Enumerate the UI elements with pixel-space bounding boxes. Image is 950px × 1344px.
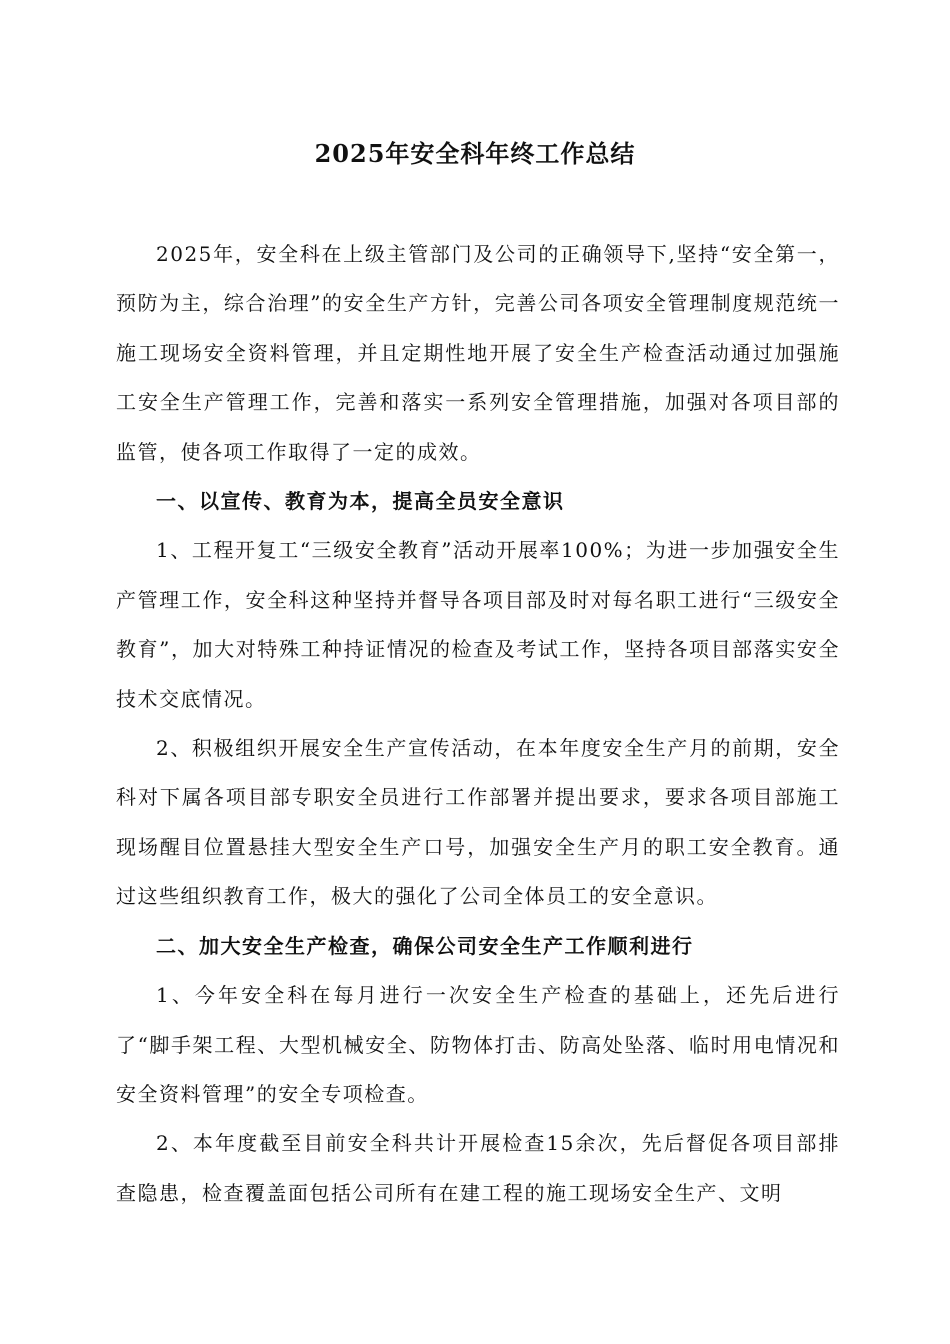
section-2-paragraph-1: 1、今年安全科在每月进行一次安全生产检查的基础上，还先后进行了“脚手架工程、大型机械安全、防物体打击、防高处坠落、临时用电情况和安全资料管理”的安全专项检查。 — [116, 983, 840, 1106]
section-1-paragraph-2: 2、积极组织开展安全生产宣传活动，在本年度安全生产月的前期，安全科对下属各项目部专职安全员进行工作部署并提出要求，要求各项目部施工现场醒目位置悬挂大型安全生产口号，加强安全生产月的职工安全教育。通过这些组织教育工作，极大的强化了公司全体员工的安全意识。 — [116, 736, 840, 909]
section-2-paragraph-2: 2、本年度截至目前安全科共计开展检查15余次，先后督促各项目部排查隐患，检查覆盖面包括公司所有在建工程的施工现场安全生产、文明 — [116, 1131, 840, 1205]
section-1-heading: 一、以宣传、教育为本，提高全员安全意识 — [156, 489, 565, 514]
intro-paragraph: 2025年，安全科在上级主管部门及公司的正确领导下,坚持“安全第一，预防为主，综合治理”的安全生产方针，完善公司各项安全管理制度规范统一施工现场安全资料管理，并且定期性地开展了安全生产检查活动通过加强施工安全生产管理工作，完善和落实一系列安全管理措施，加强对各项目部的监管，使各项工作取得了一定的成效。 — [116, 242, 840, 464]
document-title: 2025年安全科年终工作总结 — [314, 139, 636, 168]
section-1-paragraph-1: 1、工程开复工“三级安全教育”活动开展率100%；为进一步加强安全生产管理工作，安全科这种坚持并督导各项目部及时对每名职工进行“三级安全教育”，加大对特殊工种持证情况的检查及考试工作，坚持各项目部落实安全技术交底情况。 — [116, 538, 840, 711]
document-body — [116, 230, 840, 1218]
section-2-heading: 二、加大安全生产检查，确保公司安全生产工作顺利进行 — [156, 933, 694, 958]
